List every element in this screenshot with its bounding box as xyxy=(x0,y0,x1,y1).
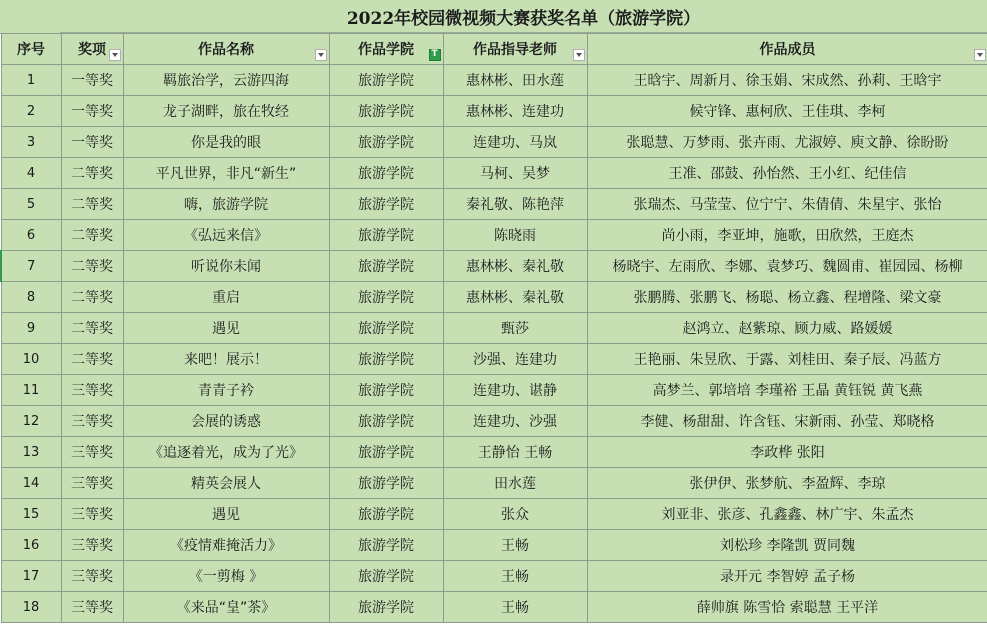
cell-advisor[interactable]: 惠林彬、秦礼敬 xyxy=(443,282,587,313)
cell-members[interactable]: 王准、邵鼓、孙怡然、王小红、纪佳信 xyxy=(587,158,987,189)
cell-advisor[interactable]: 惠林彬、连建功 xyxy=(443,96,587,127)
cell-college[interactable]: 旅游学院 xyxy=(329,189,443,220)
cell-index[interactable]: 16 xyxy=(1,530,61,561)
cell-members[interactable]: 李政桦 张阳 xyxy=(587,437,987,468)
cell-members[interactable]: 尚小雨，李亚坤，施歌，田欣然，王庭杰 xyxy=(587,220,987,251)
cell-index[interactable]: 17 xyxy=(1,561,61,592)
cell-college[interactable]: 旅游学院 xyxy=(329,282,443,313)
cell-advisor[interactable]: 连建功、马岚 xyxy=(443,127,587,158)
awards-table xyxy=(0,33,987,623)
cell-award[interactable]: 三等奖 xyxy=(61,375,123,406)
cell-members[interactable]: 李健、杨甜甜、许含钰、宋新雨、孙莹、郑晓格 xyxy=(587,406,987,437)
cell-college[interactable]: 旅游学院 xyxy=(329,127,443,158)
cell-advisor[interactable]: 连建功、沙强 xyxy=(443,406,587,437)
table-row xyxy=(1,437,987,468)
cell-index[interactable]: 6 xyxy=(1,220,61,251)
cell-advisor[interactable]: 甄莎 xyxy=(443,313,587,344)
cell-advisor[interactable]: 沙强、连建功 xyxy=(443,344,587,375)
cell-work-name[interactable]: 你是我的眼 xyxy=(123,127,329,158)
cell-work-name[interactable]: 《一剪梅 》 xyxy=(123,561,329,592)
cell-advisor[interactable]: 王畅 xyxy=(443,530,587,561)
cell-award[interactable]: 三等奖 xyxy=(61,437,123,468)
table-row xyxy=(1,468,987,499)
cell-members[interactable]: 王艳丽、朱昱欣、于露、刘桂田、秦子辰、冯蓝方 xyxy=(587,344,987,375)
table-row xyxy=(1,127,987,158)
cell-work-name[interactable]: 《弘远来信》 xyxy=(123,220,329,251)
cell-advisor[interactable]: 王畅 xyxy=(443,592,587,623)
cell-index[interactable]: 18 xyxy=(1,592,61,623)
header-award-label: 奖项 xyxy=(78,42,106,58)
table-row xyxy=(1,282,987,313)
cell-index[interactable]: 10 xyxy=(1,344,61,375)
cell-award[interactable]: 二等奖 xyxy=(61,313,123,344)
cell-advisor[interactable]: 张众 xyxy=(443,499,587,530)
cell-work-name[interactable]: 《追逐着光，成为了光》 xyxy=(123,437,329,468)
cell-award[interactable]: 一等奖 xyxy=(61,65,123,96)
cell-advisor[interactable]: 秦礼敬、陈艳萍 xyxy=(443,189,587,220)
cell-index[interactable]: 1 xyxy=(1,65,61,96)
table-row xyxy=(1,96,987,127)
cell-index[interactable]: 13 xyxy=(1,437,61,468)
cell-college[interactable]: 旅游学院 xyxy=(329,220,443,251)
cell-index[interactable]: 12 xyxy=(1,406,61,437)
cell-award[interactable]: 三等奖 xyxy=(61,561,123,592)
cell-work-name[interactable]: 羁旅治学，云游四海 xyxy=(123,65,329,96)
cell-members[interactable]: 赵鸿立、赵紫琼、顾力威、路媛媛 xyxy=(587,313,987,344)
cell-advisor[interactable]: 陈晓雨 xyxy=(443,220,587,251)
cell-college[interactable]: 旅游学院 xyxy=(329,158,443,189)
cell-award[interactable]: 二等奖 xyxy=(61,158,123,189)
cell-members[interactable]: 刘松珍 李隆凯 贾同魏 xyxy=(587,530,987,561)
cell-members[interactable]: 杨晓宇、左雨欣、李娜、袁梦巧、魏圆甫、崔园园、杨柳 xyxy=(587,251,987,282)
table-row xyxy=(1,406,987,437)
cell-advisor[interactable]: 惠林彬、田水莲 xyxy=(443,65,587,96)
table-row xyxy=(1,158,987,189)
cell-members[interactable]: 张瑞杰、马莹莹、位宁宁、朱倩倩、朱星宇、张怡 xyxy=(587,189,987,220)
cell-index[interactable]: 5 xyxy=(1,189,61,220)
cell-work-name[interactable]: 平凡世界，非凡“新生” xyxy=(123,158,329,189)
cell-members[interactable]: 张伊伊、张梦航、李盈辉、李琼 xyxy=(587,468,987,499)
cell-college[interactable]: 旅游学院 xyxy=(329,437,443,468)
cell-members[interactable]: 录开元 李智婷 孟子杨 xyxy=(587,561,987,592)
cell-award[interactable]: 二等奖 xyxy=(61,251,123,282)
cell-award[interactable]: 三等奖 xyxy=(61,468,123,499)
cell-work-name[interactable]: 遇见 xyxy=(123,313,329,344)
cell-work-name[interactable]: 《来品“皇”茶》 xyxy=(123,592,329,623)
cell-award[interactable]: 一等奖 xyxy=(61,96,123,127)
cell-college[interactable]: 旅游学院 xyxy=(329,499,443,530)
filter-dropdown-icon[interactable] xyxy=(109,49,121,61)
cell-award[interactable]: 三等奖 xyxy=(61,499,123,530)
cell-award[interactable]: 三等奖 xyxy=(61,530,123,561)
cell-members[interactable]: 刘亚非、张彦、孔鑫鑫、林广宇、朱孟杰 xyxy=(587,499,987,530)
cell-work-name[interactable]: 嗨，旅游学院 xyxy=(123,189,329,220)
header-advisor[interactable] xyxy=(443,34,587,65)
cell-award[interactable]: 二等奖 xyxy=(61,282,123,313)
table-row xyxy=(1,530,987,561)
cell-members[interactable]: 高梦兰、郭培培 李瑾裕 王晶 黄钰锐 黄飞燕 xyxy=(587,375,987,406)
cell-work-name[interactable]: 会展的诱惑 xyxy=(123,406,329,437)
cell-work-name[interactable]: 重启 xyxy=(123,282,329,313)
cell-college[interactable]: 旅游学院 xyxy=(329,251,443,282)
cell-award[interactable]: 二等奖 xyxy=(61,189,123,220)
filter-active-icon[interactable] xyxy=(429,49,441,61)
cell-members[interactable]: 张鹏腾、张鹏飞、杨聪、杨立鑫、程增隆、梁文豪 xyxy=(587,282,987,313)
cell-college[interactable]: 旅游学院 xyxy=(329,592,443,623)
header-work-name[interactable] xyxy=(123,34,329,65)
cell-index[interactable]: 9 xyxy=(1,313,61,344)
filter-dropdown-icon[interactable] xyxy=(974,49,986,61)
table-row xyxy=(1,251,987,282)
cell-college[interactable]: 旅游学院 xyxy=(329,530,443,561)
header-index[interactable] xyxy=(1,34,61,65)
table-row xyxy=(1,313,987,344)
cell-award[interactable]: 三等奖 xyxy=(61,406,123,437)
cell-college[interactable]: 旅游学院 xyxy=(329,344,443,375)
table-row xyxy=(1,344,987,375)
sheet-corner xyxy=(0,0,61,34)
cell-index[interactable]: 3 xyxy=(1,127,61,158)
cell-work-name[interactable]: 龙子湖畔，旅在牧经 xyxy=(123,96,329,127)
header-college-label: 作品学院 xyxy=(358,42,414,58)
header-college[interactable] xyxy=(329,34,443,65)
table-row xyxy=(1,220,987,251)
table-row xyxy=(1,592,987,623)
cell-index[interactable]: 14 xyxy=(1,468,61,499)
cell-members[interactable]: 张聪慧、万梦雨、张卉雨、尤淑婷、庾文静、徐盼盼 xyxy=(587,127,987,158)
cell-advisor[interactable]: 王畅 xyxy=(443,561,587,592)
table-row xyxy=(1,375,987,406)
cell-award[interactable]: 二等奖 xyxy=(61,344,123,375)
header-members-label: 作品成员 xyxy=(759,42,816,58)
filter-dropdown-icon[interactable] xyxy=(315,49,327,61)
cell-college[interactable]: 旅游学院 xyxy=(329,406,443,437)
cell-work-name[interactable]: 精英会展人 xyxy=(123,468,329,499)
cell-award[interactable]: 三等奖 xyxy=(61,592,123,623)
cell-index[interactable]: 15 xyxy=(1,499,61,530)
cell-advisor[interactable]: 王静怡 王畅 xyxy=(443,437,587,468)
cell-index[interactable]: 8 xyxy=(1,282,61,313)
cell-college[interactable]: 旅游学院 xyxy=(329,96,443,127)
cell-advisor[interactable]: 连建功、谌静 xyxy=(443,375,587,406)
cell-index[interactable]: 2 xyxy=(1,96,61,127)
cell-work-name[interactable]: 遇见 xyxy=(123,499,329,530)
cell-award[interactable]: 一等奖 xyxy=(61,127,123,158)
filter-dropdown-icon[interactable] xyxy=(573,49,585,61)
cell-award[interactable]: 二等奖 xyxy=(61,220,123,251)
table-row xyxy=(1,561,987,592)
cell-advisor[interactable]: 马柯、吴梦 xyxy=(443,158,587,189)
table-row xyxy=(1,189,987,220)
header-index-label: 序号 xyxy=(17,42,45,58)
cell-college[interactable]: 旅游学院 xyxy=(329,65,443,96)
table-row xyxy=(1,65,987,96)
cell-college[interactable]: 旅游学院 xyxy=(329,375,443,406)
table-row xyxy=(1,499,987,530)
cell-index[interactable]: 7 xyxy=(1,251,61,282)
cell-college[interactable]: 旅游学院 xyxy=(329,313,443,344)
cell-advisor[interactable]: 田水莲 xyxy=(443,468,587,499)
header-row xyxy=(1,34,987,65)
header-award[interactable] xyxy=(61,34,123,65)
sheet-title[interactable]: 2022年校园微视频大赛获奖名单（旅游学院） xyxy=(60,0,987,33)
cell-college[interactable]: 旅游学院 xyxy=(329,468,443,499)
cell-members[interactable]: 薛帅旗 陈雪恰 索聪慧 王平洋 xyxy=(587,592,987,623)
header-work-name-label: 作品名称 xyxy=(198,42,254,58)
cell-work-name[interactable]: 来吧！展示！ xyxy=(123,344,329,375)
cell-advisor[interactable]: 惠林彬、秦礼敬 xyxy=(443,251,587,282)
cell-work-name[interactable]: 青青子衿 xyxy=(123,375,329,406)
cell-work-name[interactable]: 《疫情难掩活力》 xyxy=(123,530,329,561)
cell-index[interactable]: 4 xyxy=(1,158,61,189)
cell-index[interactable]: 11 xyxy=(1,375,61,406)
cell-work-name[interactable]: 听说你未闻 xyxy=(123,251,329,282)
header-members[interactable] xyxy=(587,34,987,65)
cell-members[interactable]: 候守锋、惠柯欣、王佳琪、李柯 xyxy=(587,96,987,127)
cell-college[interactable]: 旅游学院 xyxy=(329,561,443,592)
cell-members[interactable]: 王晗宇、周新月、徐玉娟、宋成然、孙莉、王晗宇 xyxy=(587,65,987,96)
header-advisor-label: 作品指导老师 xyxy=(473,42,557,58)
